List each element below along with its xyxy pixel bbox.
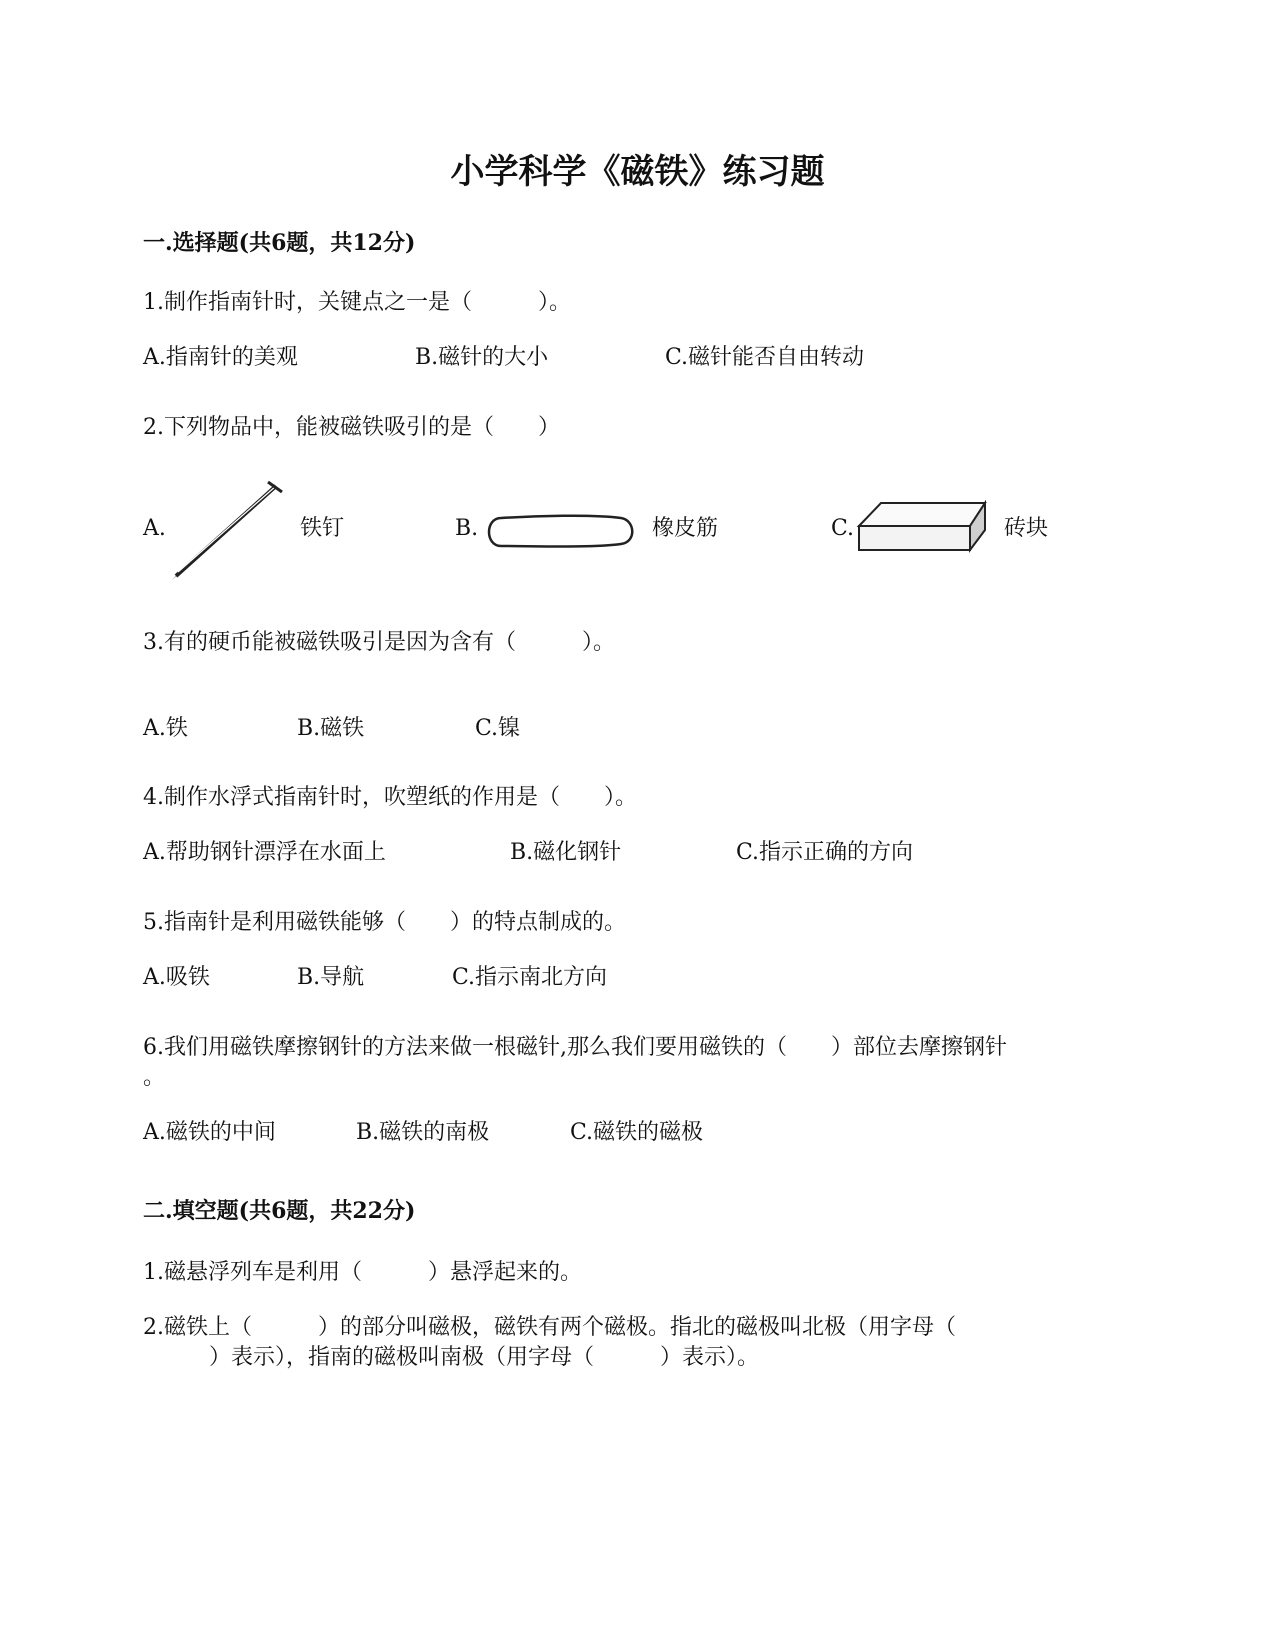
question-6-text-line2: 。 [143, 1065, 166, 1090]
question-1-option-c: C.磁针能否自由转动 [665, 345, 865, 370]
question-2-option-b-label: 橡皮筋 [652, 516, 719, 541]
question-6-option-b: B.磁铁的南极 [356, 1120, 490, 1145]
fill-question-2-line1: 2.磁铁上（ ）的部分叫磁极，磁铁有两个磁极。指北的磁极叫北极（用字母（ [143, 1315, 956, 1340]
question-2-option-c-letter: C. [831, 516, 855, 541]
fill-question-1: 1.磁悬浮列车是利用（ ）悬浮起来的。 [143, 1260, 582, 1285]
nail-icon [168, 478, 288, 582]
question-2-text: 2.下列物品中，能被磁铁吸引的是（ ） [143, 415, 560, 440]
section-heading-choice: 一.选择题(共6题，共12分) [143, 230, 416, 256]
question-4-option-b: B.磁化钢针 [510, 840, 622, 865]
question-4-option-a: A.帮助钢针漂浮在水面上 [143, 840, 386, 865]
question-3-option-c: C.镍 [475, 716, 521, 741]
question-3-option-a: A.铁 [143, 716, 188, 741]
brick-icon [855, 500, 990, 555]
question-1-text: 1.制作指南针时，关键点之一是（ ）。 [143, 290, 571, 315]
question-5-text: 5.指南针是利用磁铁能够（ ）的特点制成的。 [143, 910, 626, 935]
question-2-option-b-letter: B. [455, 516, 479, 541]
question-5-option-b: B.导航 [297, 965, 365, 990]
question-5-option-a: A.吸铁 [143, 965, 210, 990]
rubber-band-icon [483, 512, 638, 550]
question-2-option-c-label: 砖块 [1004, 516, 1049, 541]
question-6-text-line1: 6.我们用磁铁摩擦钢针的方法来做一根磁针,那么我们要用磁铁的（ ）部位去摩擦钢针 [143, 1035, 1007, 1060]
question-3-option-b: B.磁铁 [297, 716, 365, 741]
page-title: 小学科学《磁铁》练习题 [450, 152, 825, 192]
question-6-option-c: C.磁铁的磁极 [570, 1120, 704, 1145]
question-5-option-c: C.指示南北方向 [452, 965, 608, 990]
question-4-option-c: C.指示正确的方向 [736, 840, 914, 865]
question-2-option-a-letter: A. [143, 516, 166, 541]
question-1-option-a: A.指南针的美观 [143, 345, 298, 370]
question-2-option-a-label: 铁钉 [300, 516, 345, 541]
fill-question-2-line2: ）表示），指南的磁极叫南极（用字母（ ）表示）。 [143, 1345, 760, 1370]
question-6-option-a: A.磁铁的中间 [143, 1120, 276, 1145]
section-heading-fill: 二.填空题(共6题，共22分) [143, 1198, 416, 1224]
question-4-text: 4.制作水浮式指南针时，吹塑纸的作用是（ ）。 [143, 785, 637, 810]
question-1-option-b: B.磁针的大小 [415, 345, 549, 370]
question-3-text: 3.有的硬币能被磁铁吸引是因为含有（ ）。 [143, 630, 615, 655]
